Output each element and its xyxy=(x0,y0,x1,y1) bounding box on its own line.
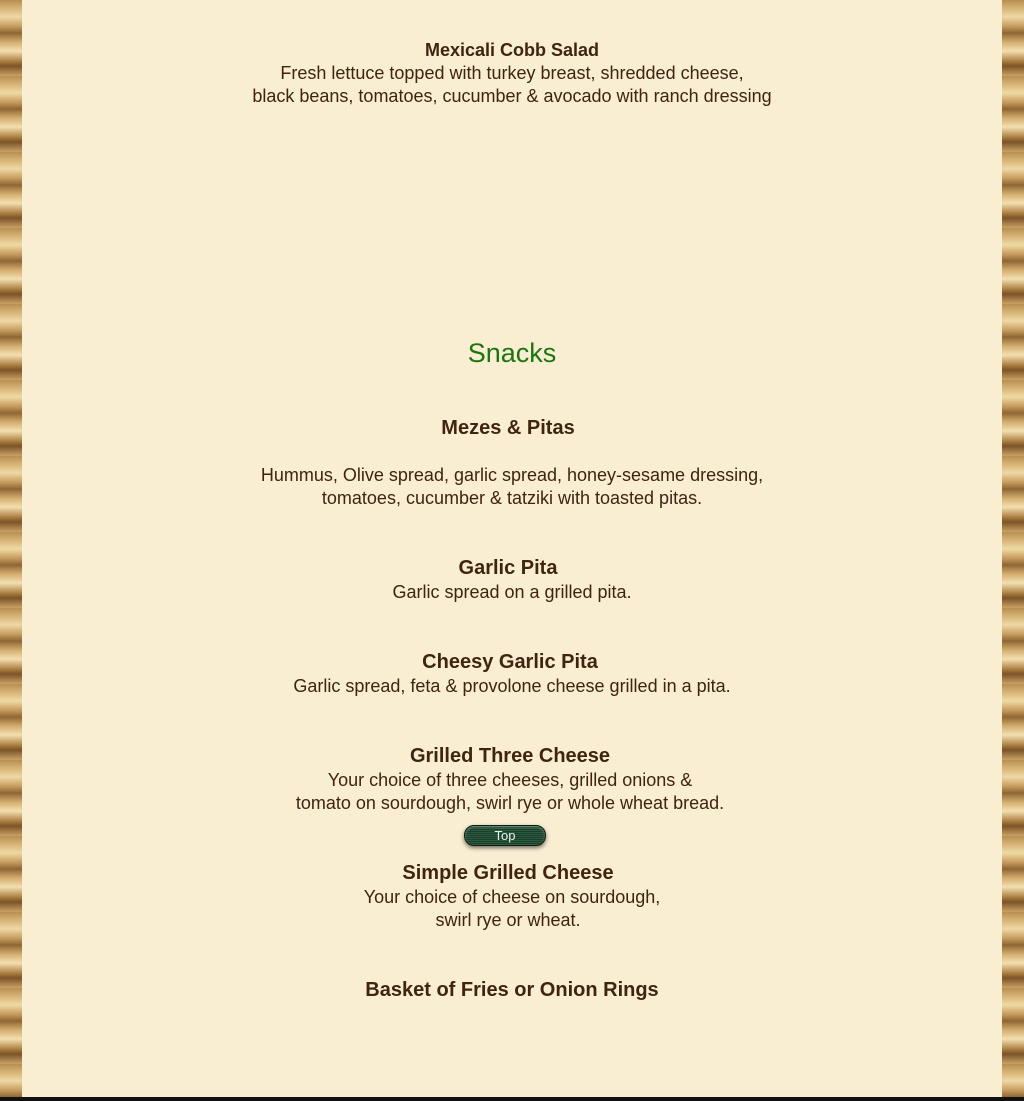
item-name-simple-grilled-cheese: Simple Grilled Cheese xyxy=(402,862,614,884)
item-description-mezes-pitas-line-2: tomatoes, cucumber & tatziki with toasted pitas. xyxy=(321,488,703,508)
bottom-border xyxy=(0,1097,1024,1101)
item-description-simple-grilled-cheese-line-2: swirl rye or wheat. xyxy=(435,910,581,930)
item-name-grilled-three-cheese: Grilled Three Cheese xyxy=(409,745,611,767)
item-name-mezes-pitas: Mezes & Pitas xyxy=(441,417,575,439)
salad-description-line-1: Fresh lettuce topped with turkey breast, shredded cheese, xyxy=(280,63,744,83)
item-name-garlic-pita: Garlic Pita xyxy=(458,557,558,579)
item-name-fries-onion-rings: Basket of Fries or Onion Rings xyxy=(365,979,659,1001)
item-description-grilled-three-cheese-line-1: Your choice of three cheeses, grilled onions & xyxy=(327,770,693,790)
item-description-simple-grilled-cheese-line-1: Your choice of cheese on sourdough, xyxy=(363,887,661,907)
menu-page xyxy=(22,0,1002,1097)
item-description-mezes-pitas-line-1: Hummus, Olive spread, garlic spread, honey-sesame dressing, xyxy=(260,465,764,485)
salad-name: Mexicali Cobb Salad xyxy=(424,40,600,60)
item-description-cheesy-garlic-pita: Garlic spread, feta & provolone cheese grilled in a pita. xyxy=(293,676,731,696)
item-name-cheesy-garlic-pita: Cheesy Garlic Pita xyxy=(422,651,598,673)
back-to-top-button[interactable]: Top xyxy=(464,825,546,846)
item-description-grilled-three-cheese-line-2: tomato on sourdough, swirl rye or whole wheat bread. xyxy=(295,793,725,813)
item-description-garlic-pita: Garlic spread on a grilled pita. xyxy=(392,582,632,602)
salad-description-line-2: black beans, tomatoes, cucumber & avocado with ranch dressing xyxy=(252,86,772,106)
section-title-snacks: Snacks xyxy=(467,338,557,368)
